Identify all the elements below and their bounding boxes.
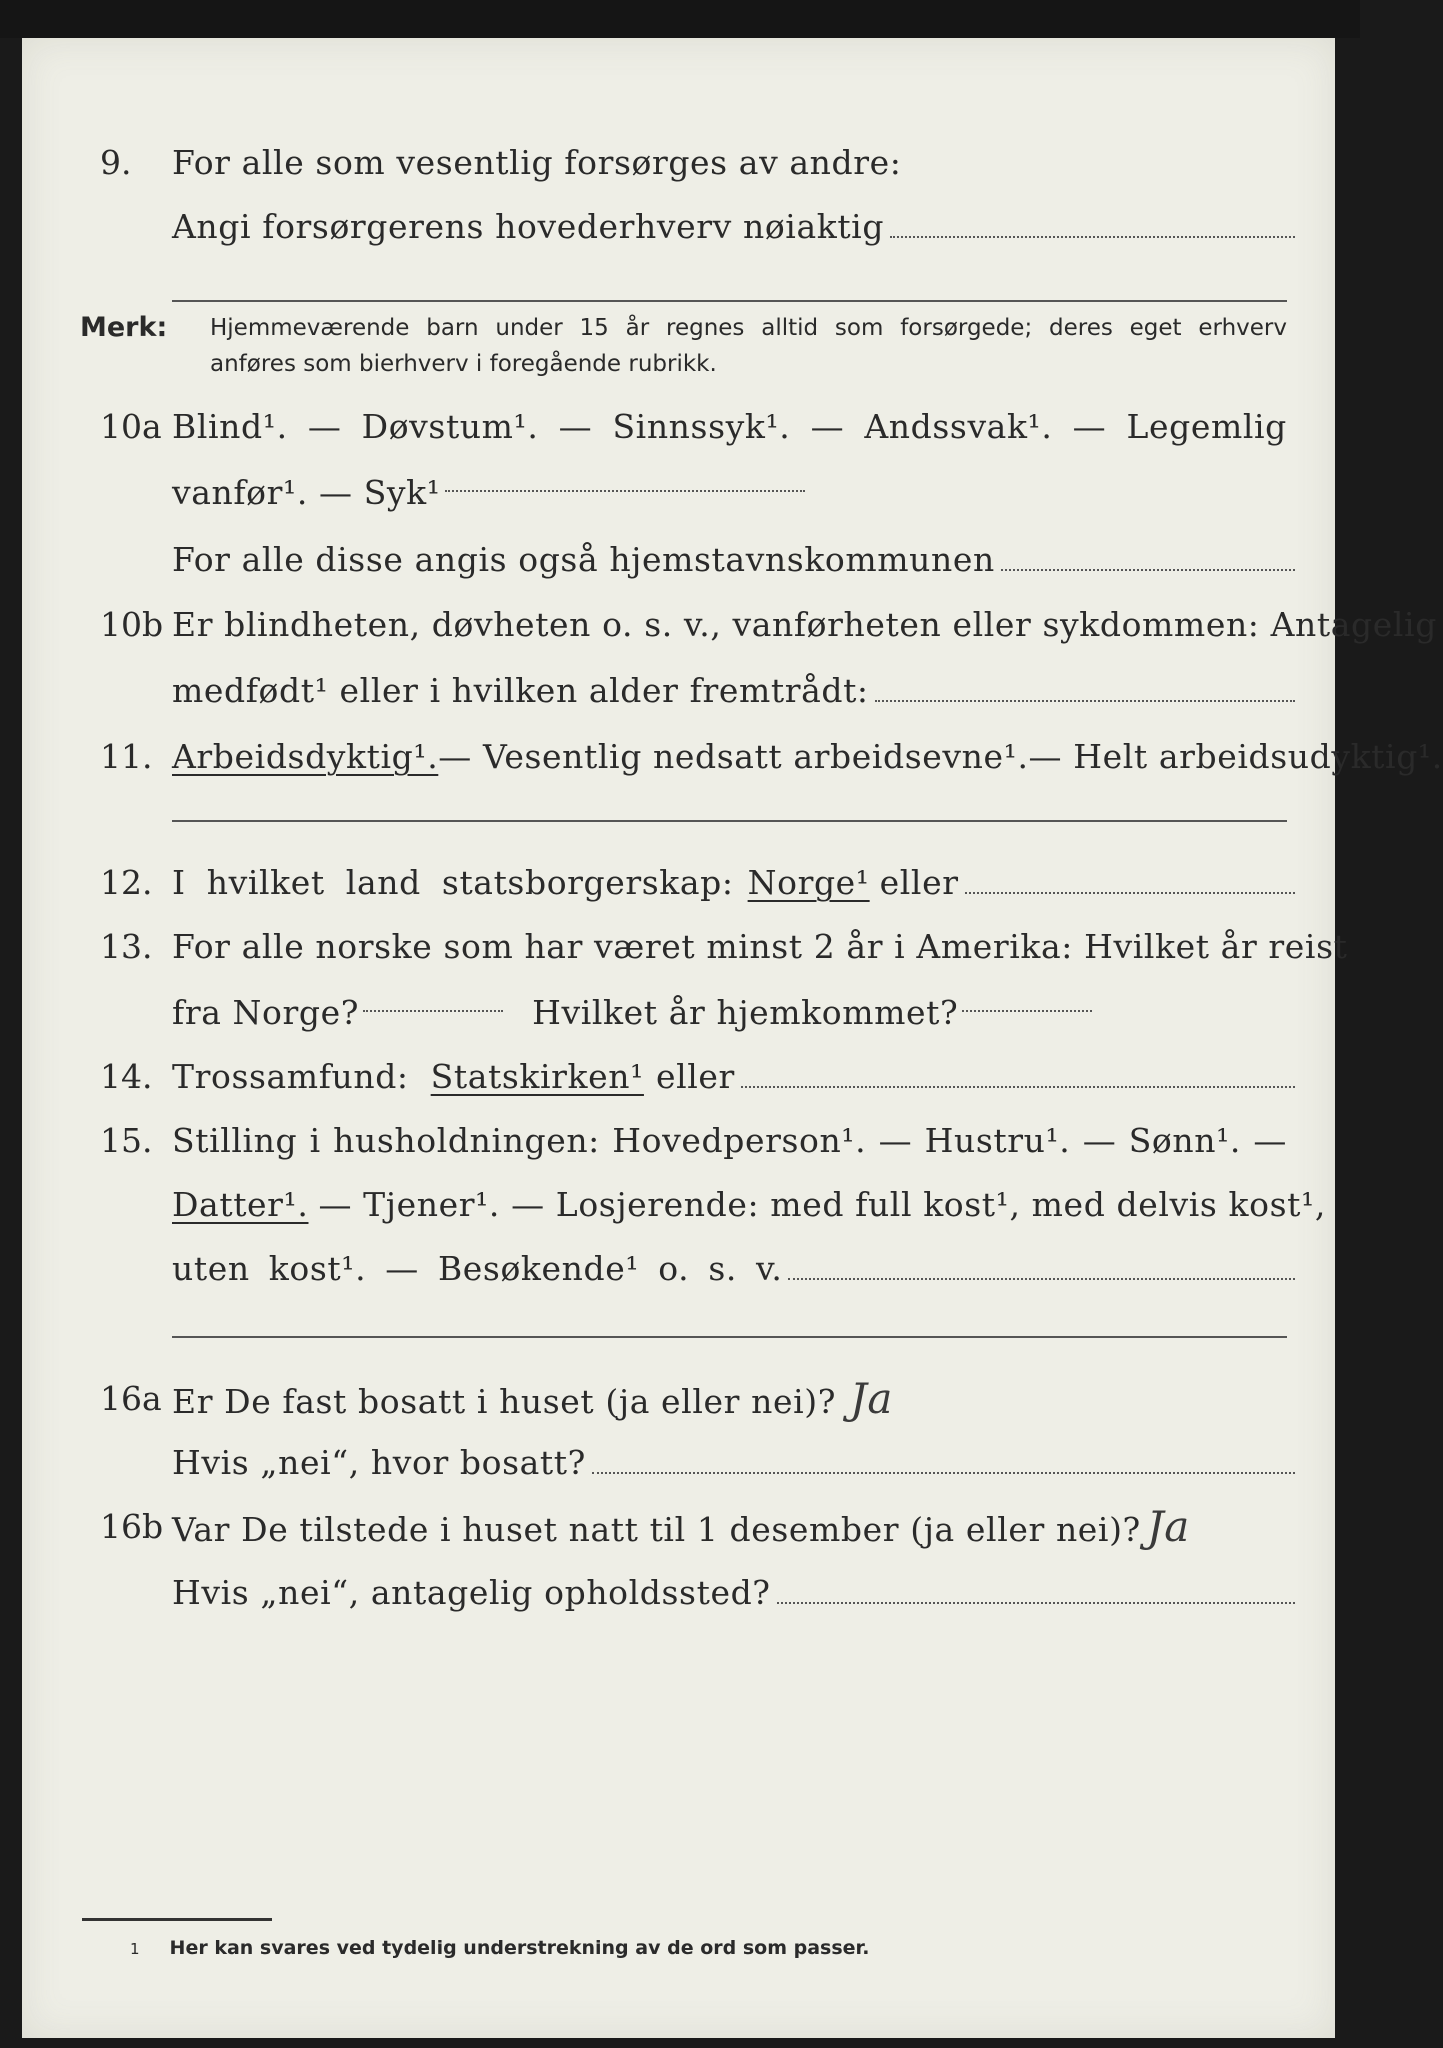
answer-field-dotted[interactable] (962, 1010, 1092, 1012)
question-10a-line-2 (22, 468, 1335, 518)
question-12: 12. I hvilket land statsborgerskap: Norge¹ eller (22, 858, 1335, 908)
question-text: medfødt¹ eller i hvilken alder fremtrådt: (172, 671, 869, 710)
question-9-line-2 (22, 202, 1335, 252)
question-number: 11. (100, 737, 153, 776)
answer-field-dotted[interactable] (741, 1085, 1295, 1088)
question-11 (22, 732, 1443, 782)
question-16b-line-1: 16b Var De tilstede i huset natt til 1 desember (ja eller nei)? Ja (100, 1502, 1190, 1551)
question-10b-line-1 (22, 600, 1437, 650)
question-number: 10a (100, 407, 162, 446)
question-10a-line-1: 10a Blind¹. — Døvstum¹. — Sinnssyk¹. — Andssvak¹. — Legemlig (22, 402, 1335, 452)
option-statskirken-underlined[interactable]: Statskirken¹ (430, 1057, 644, 1096)
answer-rule (172, 820, 1287, 822)
answer-field-dotted[interactable] (363, 1010, 503, 1012)
option-norge-underlined[interactable]: Norge¹ (747, 863, 870, 902)
option-legemlig[interactable]: Legemlig (1126, 407, 1287, 446)
answer-field-dotted[interactable] (592, 1471, 1295, 1474)
handwritten-answer[interactable]: Ja (1146, 1502, 1190, 1551)
divider-rule (172, 300, 1287, 302)
question-15-line-2: Datter¹. — Tjener¹. — Losjerende: med full kost¹, med delvis kost¹, (22, 1180, 1335, 1230)
question-number: 12. (100, 863, 153, 902)
question-14: 14. Trossamfund: Statskirken¹ eller (22, 1052, 1335, 1102)
handwritten-answer[interactable]: Ja (850, 1374, 894, 1423)
option-datter-underlined[interactable]: Datter¹. (172, 1185, 309, 1224)
question-text: For alle som vesentlig forsørges av andre: (172, 143, 902, 182)
question-13-line-2: fra Norge? Hvilket år hjemkommet? (22, 988, 1335, 1038)
question-16a-line-2: Hvis „nei“, hvor bosatt? (22, 1438, 1335, 1488)
question-15-line-1 (22, 1116, 1335, 1166)
note-label: Merk: (80, 312, 168, 343)
question-text: Er blindheten, døvheten o. s. v., vanførheten eller sykdommen: Antagelig (172, 605, 1437, 644)
option-vanfor-syk[interactable]: vanfør¹. — Syk¹ (172, 473, 441, 512)
question-9-line-1 (22, 138, 1335, 188)
question-number: 15. (100, 1121, 153, 1160)
question-16a-line-1: 16a Er De fast bosatt i huset (ja eller nei)? Ja (100, 1374, 894, 1423)
scan-border (0, 0, 1360, 38)
question-number: 14. (100, 1057, 153, 1096)
footnote-text: 1 Her kan svares ved tydelig understrekning av de ord som passer. (130, 1937, 870, 1959)
question-number: 16b (100, 1507, 164, 1546)
question-15-line-3: uten kost¹. — Besøkende¹ o. s. v. (22, 1244, 1335, 1294)
question-number: 16a (100, 1379, 162, 1418)
option-dovstum[interactable]: Døvstum¹. (361, 407, 539, 446)
answer-field-dotted[interactable] (777, 1601, 1295, 1604)
question-number: 10b (100, 605, 164, 644)
question-10a-line-3 (22, 535, 1335, 585)
answer-field-dotted[interactable] (890, 235, 1295, 238)
answer-field-dotted[interactable] (445, 490, 805, 492)
answer-rule (172, 1336, 1287, 1338)
question-number: 13. (100, 927, 153, 966)
option-sinnssyk[interactable]: Sinnssyk¹. (612, 407, 791, 446)
footnote-rule (82, 1918, 272, 1921)
answer-field-dotted[interactable] (875, 699, 1295, 702)
note-text: Hjemmeværende barn under 15 år regnes alltid som forsørgede; deres eget erhverv anføres som bierhverv i foregående rubrikk. (210, 315, 1287, 377)
question-13-line-1 (22, 922, 1348, 972)
option-arbeidsdyktig-underlined[interactable]: Arbeidsdyktig¹. (172, 737, 439, 776)
question-10b-line-2 (22, 666, 1335, 716)
question-16b-line-2: Hvis „nei“, antagelig opholdssted? (22, 1568, 1335, 1618)
question-text: For alle norske som har været minst 2 år i Amerika: Hvilket år reist (172, 927, 1348, 966)
question-text: Stilling i husholdningen: Hovedperson¹. — Hustru¹. — Sønn¹. — (172, 1121, 1287, 1160)
answer-field-dotted[interactable] (788, 1277, 1295, 1280)
answer-field-dotted[interactable] (1001, 568, 1295, 571)
question-number: 9. (100, 143, 132, 182)
option-vesentlig-nedsatt[interactable]: — Vesentlig nedsatt arbeidsevne¹. (438, 737, 1029, 776)
option-helt-arbeidsudyktig[interactable]: — Helt arbeidsudyktig¹. (1028, 737, 1443, 776)
option-blind[interactable]: Blind¹. (172, 407, 288, 446)
question-text: For alle disse angis også hjemstavnskommunen (172, 540, 995, 579)
answer-field-dotted[interactable] (965, 891, 1295, 894)
option-andssvak[interactable]: Andssvak¹. (864, 407, 1053, 446)
form-page (22, 38, 1443, 2038)
question-text: Angi forsørgerens hovederhverv nøiaktig (172, 207, 885, 246)
